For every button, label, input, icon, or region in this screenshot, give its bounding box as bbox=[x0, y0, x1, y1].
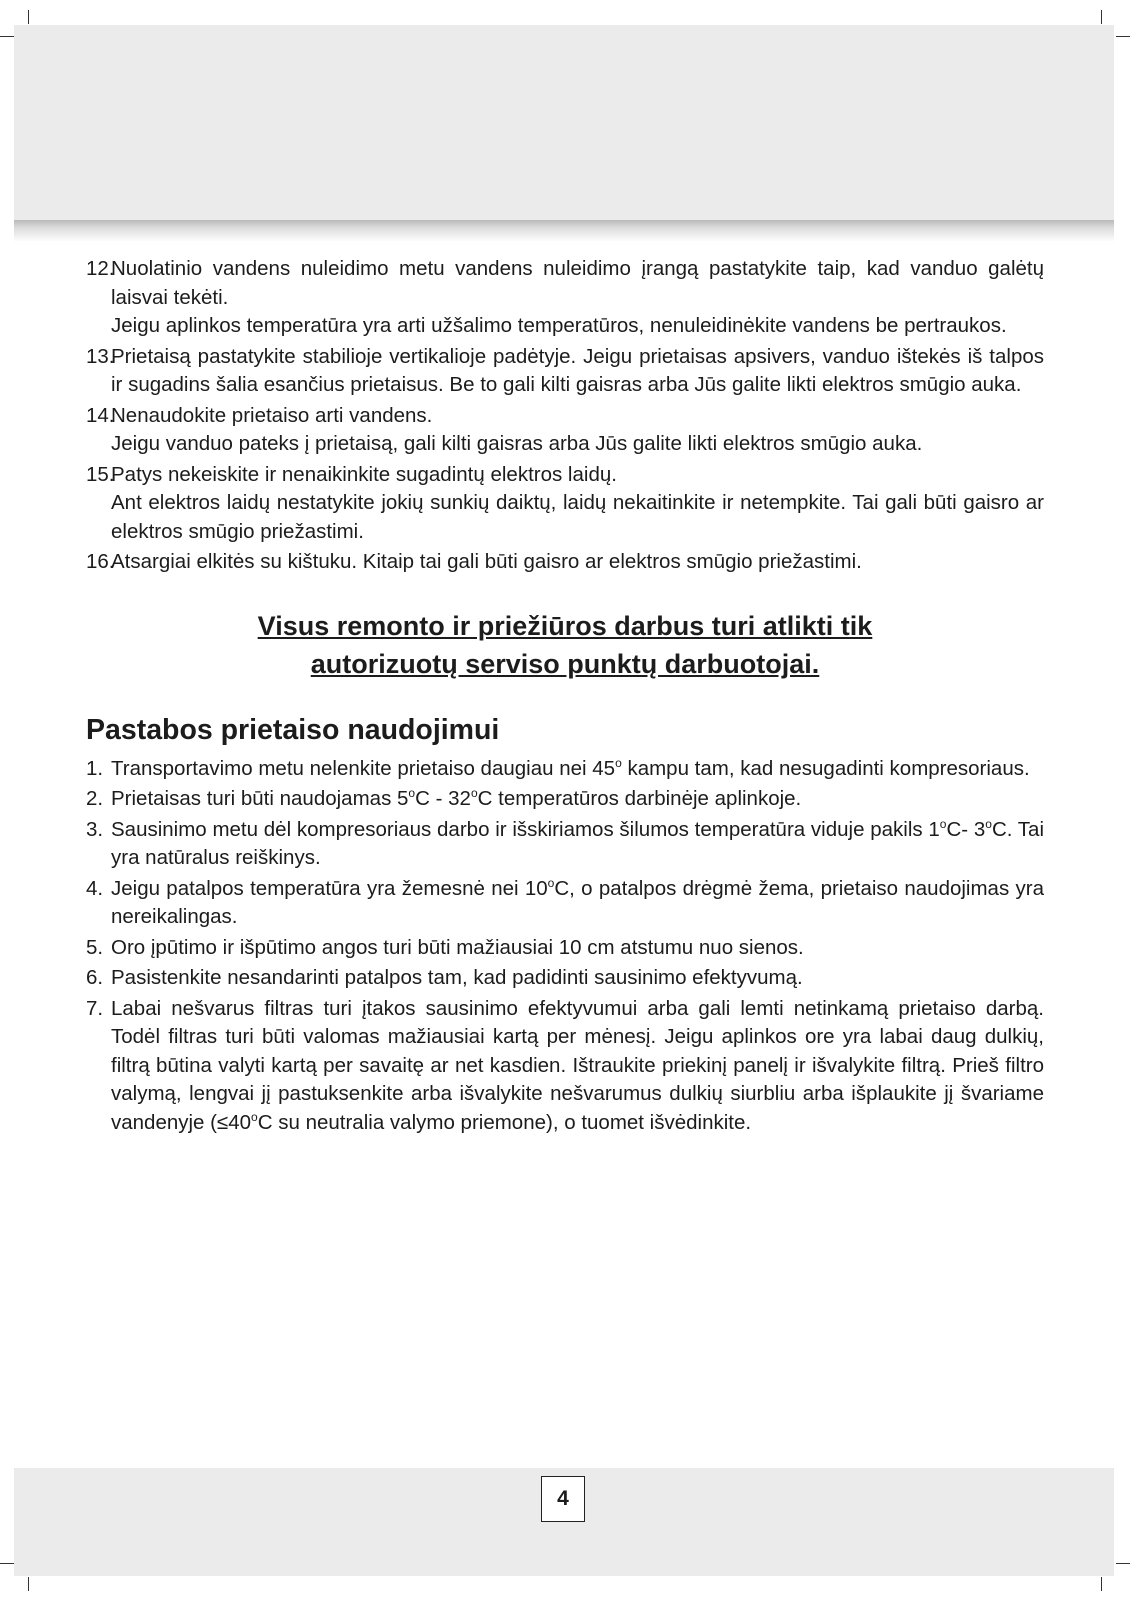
degree-sign: o bbox=[547, 875, 555, 890]
crop-mark bbox=[1101, 10, 1102, 24]
crop-mark bbox=[1116, 36, 1130, 37]
item-text: Nuolatinio vandens nuleidimo metu vandens nuleidimo įrangą pastatykite taip, kad vanduo galėtų laisvai tekėti. bbox=[111, 257, 1044, 309]
list-item bbox=[86, 548, 1044, 577]
item-text: Prietaisą pastatykite stabilioje vertikalioje padėtyje. Jeigu prietaisas apsivers, vanduo ištekės iš talpos ir sugadins šalia esančius prietaisus. Be to gali kilti gaisras arba Jūs galite likti elektros smūgio auka. bbox=[111, 344, 1044, 396]
crop-mark bbox=[0, 36, 14, 37]
degree-sign: o bbox=[615, 755, 622, 770]
item-text: Oro įpūtimo ir išpūtimo angos turi būti mažiausiai 10 cm atstumu nuo sienos. bbox=[111, 935, 804, 959]
crop-mark bbox=[1116, 1563, 1130, 1564]
item-number: 7. bbox=[86, 996, 104, 1020]
crop-mark bbox=[0, 1563, 14, 1564]
item-text: C temperatūros darbinėje aplinkoje. bbox=[477, 787, 802, 810]
item-text: C- 3 bbox=[946, 817, 986, 841]
item-number: 13. bbox=[86, 344, 115, 368]
section-title: Pastabos prietaiso naudojimui bbox=[86, 713, 500, 746]
list-item bbox=[86, 402, 1044, 459]
item-text: Nenaudokite prietaiso arti vandens. bbox=[111, 403, 433, 427]
item-number: 4. bbox=[86, 876, 104, 900]
service-notice bbox=[86, 607, 1044, 683]
degree-sign: o bbox=[470, 786, 478, 800]
list-item bbox=[86, 461, 1044, 547]
item-text: Patys nekeiskite ir nenaikinkite sugadintų elektros laidų. bbox=[111, 462, 617, 486]
list-item bbox=[86, 995, 1044, 1138]
item-text: C - 32 bbox=[415, 787, 471, 810]
degree-sign: o bbox=[251, 1109, 258, 1124]
list-item bbox=[86, 255, 1044, 341]
item-text: kampu tam, kad nesugadinti kompresoriaus. bbox=[621, 756, 1030, 780]
item-text: Labai nešvarus filtras turi įtakos sausinimo efektyvumui arba gali lemti netinkamą prietaiso darbą. Todėl filtras turi būti valomas mažiausiai kartą per mėnesį. Jeigu aplinkos ore yra labai daug dulkių, filtrą būtina valyti kartą per savaitę ar net kasdien. Ištraukite priekinį panelį ir išvalykite filtrą. Prieš filtro valymą, lengvai jį pastuksenkite arba išvalykite nešvarumus dulkių siurbliu arba išplaukite jį švariame vandenyje (≤40 bbox=[111, 996, 1044, 1134]
item-number: 16. bbox=[86, 550, 115, 573]
degree-sign: o bbox=[985, 816, 992, 831]
item-number: 1. bbox=[86, 756, 104, 780]
header-band bbox=[14, 25, 1114, 220]
item-text: C, o patalpos drėgmė žema, prietaiso naudojimas yra nereikalingas. bbox=[111, 876, 1044, 928]
list-item bbox=[86, 934, 1044, 963]
item-text: Jeigu aplinkos temperatūra yra arti užšalimo temperatūros, nenuleidinėkite vandens be pertraukos. bbox=[111, 314, 1007, 337]
list-item bbox=[86, 964, 1044, 993]
list-item bbox=[86, 785, 1044, 814]
degree-sign: o bbox=[408, 786, 416, 800]
item-text: Jeigu vanduo pateks į prietaisą, gali kilti gaisras arba Jūs galite likti elektros smūgio auka. bbox=[111, 432, 923, 455]
notice-line: Visus remonto ir priežiūros darbus turi atlikti tik bbox=[257, 610, 873, 641]
list-item bbox=[86, 875, 1044, 932]
notice-line: autorizuotų serviso punktų darbuotojai. bbox=[310, 648, 820, 679]
item-number: 14. bbox=[86, 403, 115, 427]
crop-mark bbox=[1101, 1577, 1102, 1591]
item-number: 2. bbox=[86, 787, 104, 810]
notes-list bbox=[86, 755, 1044, 1138]
item-text: Prietaisas turi būti naudojamas 5 bbox=[111, 787, 409, 810]
item-text: Atsargiai elkitės su kištuku. Kitaip tai gali būti gaisro ar elektros smūgio priežastimi. bbox=[111, 550, 862, 573]
list-item bbox=[86, 755, 1044, 784]
item-text: Pasistenkite nesandarinti patalpos tam, kad padidinti sausinimo efektyvumą. bbox=[111, 966, 803, 989]
item-text: Ant elektros laidų nestatykite jokių sunkių daiktų, laidų nekaitinkite ir netempkite. Tai gali būti gaisro ar elektros smūgio priežastimi. bbox=[111, 491, 1044, 543]
item-text: C su neutralia valymo priemone), o tuomet išvėdinkite. bbox=[257, 1110, 752, 1134]
list-item bbox=[86, 816, 1044, 873]
item-number: 12. bbox=[86, 257, 115, 280]
item-number: 3. bbox=[86, 817, 104, 841]
page-number: 4 bbox=[541, 1476, 585, 1522]
item-number: 6. bbox=[86, 966, 104, 989]
list-item bbox=[86, 343, 1044, 400]
header-shadow bbox=[14, 220, 1114, 242]
item-text: Transportavimo metu nelenkite prietaiso daugiau nei 45 bbox=[111, 756, 616, 780]
item-number: 15. bbox=[86, 462, 115, 486]
crop-mark bbox=[28, 1577, 29, 1591]
item-text: Sausinimo metu dėl kompresoriaus darbo ir išskiriamos šilumos temperatūra viduje pakils 1 bbox=[111, 817, 940, 841]
warnings-list bbox=[86, 255, 1044, 577]
item-text: Jeigu patalpos temperatūra yra žemesnė nei 10 bbox=[111, 876, 548, 900]
degree-sign: o bbox=[939, 816, 947, 831]
crop-mark bbox=[28, 10, 29, 24]
page-content bbox=[86, 255, 1044, 1139]
item-text: C. Tai yra natūralus reiškinys. bbox=[111, 817, 1045, 869]
item-number: 5. bbox=[86, 935, 104, 959]
